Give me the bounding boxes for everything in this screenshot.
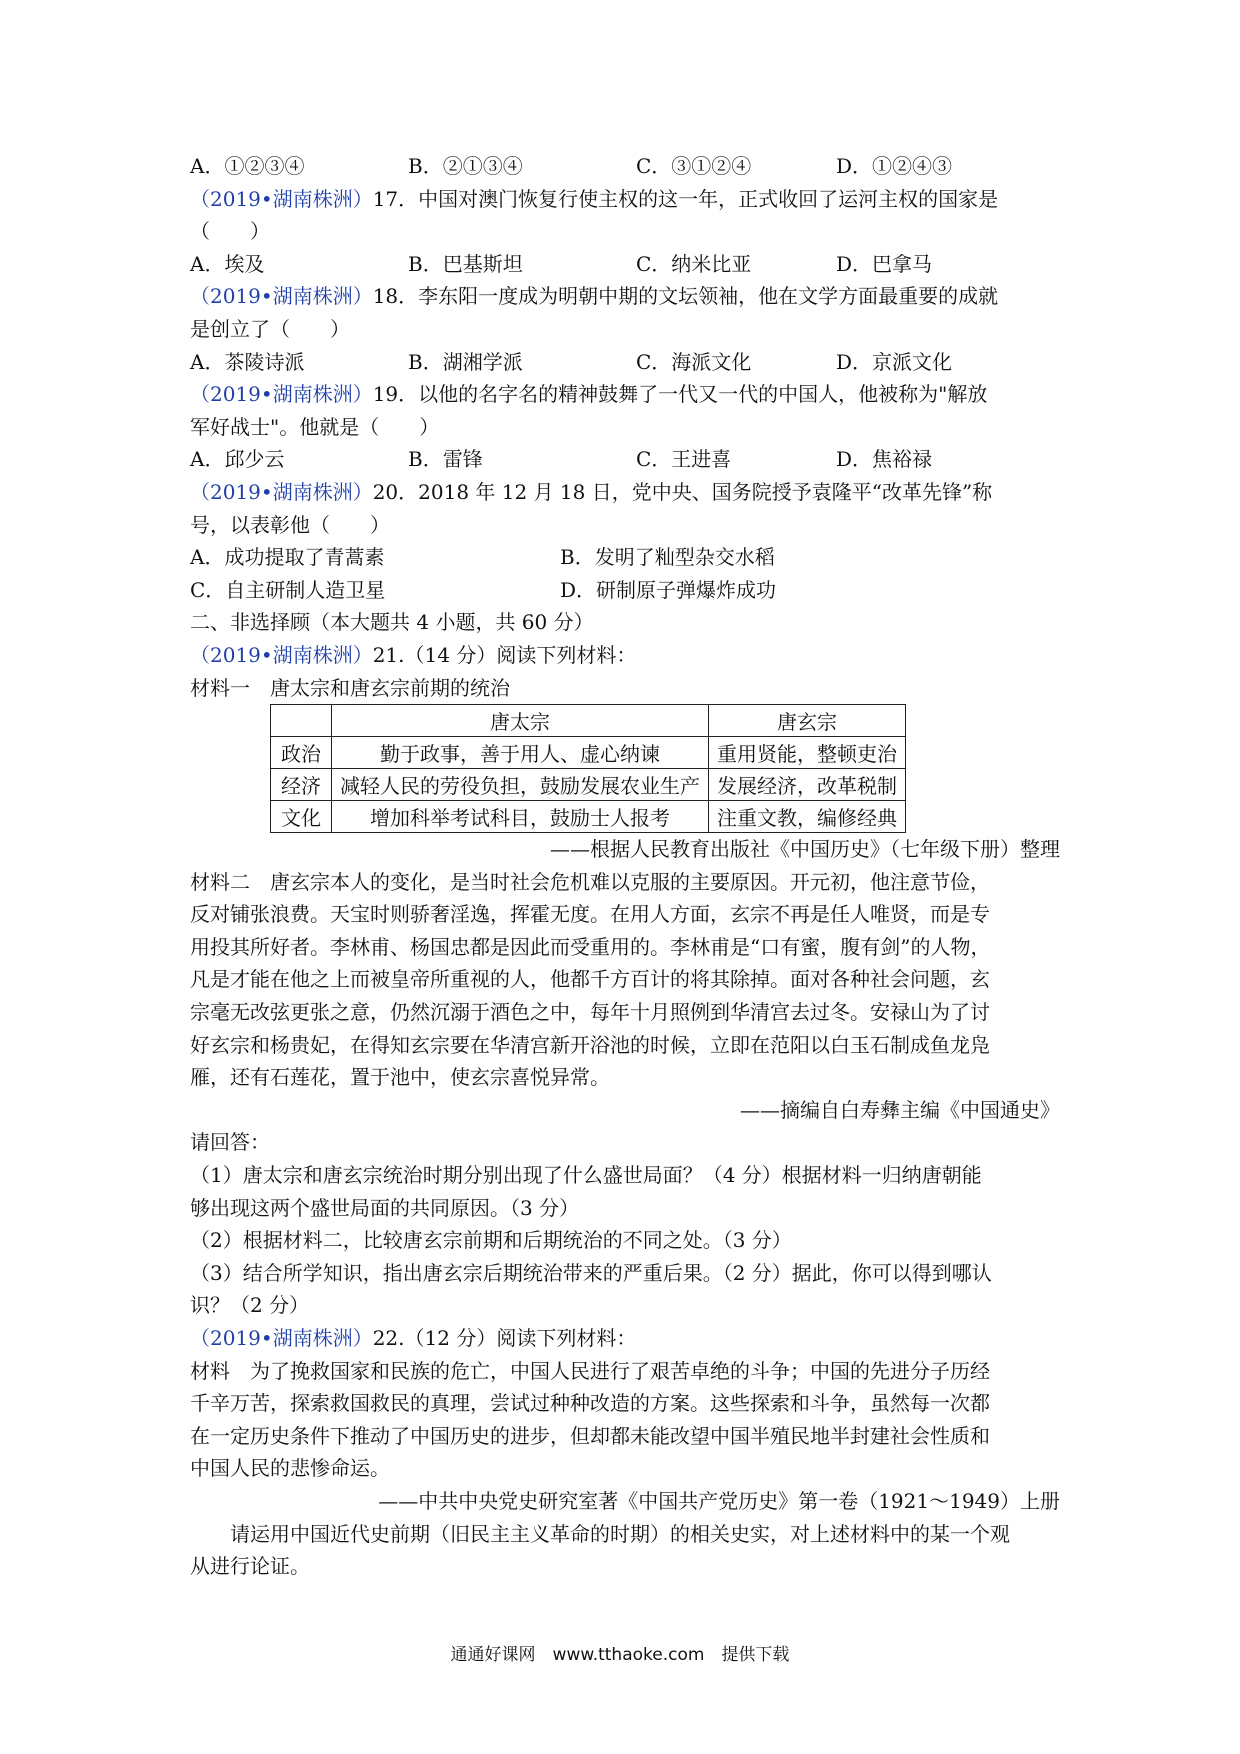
comparison-table: [270, 704, 906, 833]
question-source: （2019•湖南株洲）: [190, 642, 373, 667]
material1-title: 材料一 唐太宗和唐玄宗前期的统治: [190, 675, 510, 700]
page-footer: 通通好课网 www.tthaoke.com 提供下载: [450, 1645, 790, 1665]
q21-stem: （2019•湖南株洲）21.（14 分）阅读下列材料：: [190, 642, 637, 667]
table-header: [271, 705, 332, 737]
q19-stem: （2019•湖南株洲）19．以他的名字名的精神鼓舞了一代又一代的中国人，他被称为"解放: [190, 382, 988, 407]
option-d: D．巴拿马: [836, 251, 933, 276]
table-cell: 减轻人民的劳役负担，鼓励发展农业生产: [332, 769, 709, 801]
option-a: A．埃及: [190, 251, 265, 276]
material2-line: 雁，还有石莲花，置于池中，使玄宗喜悦异常。: [190, 1065, 610, 1090]
table-cell: 政治: [271, 737, 332, 769]
q22-task-cont: 从进行论证。: [190, 1554, 310, 1579]
page-content: [190, 150, 1060, 1583]
q20-stem: （2019•湖南株洲）20．2018 年 12 月 18 日，党中央、国务院授予袁隆平“改革先锋”称: [190, 479, 993, 504]
q18-stem: （2019•湖南株洲）18．李东阳一度成为明朝中期的文坛领袖，他在文学方面最重要的成就: [190, 284, 999, 309]
table-header-row: [271, 705, 906, 737]
question-source: （2019•湖南株洲）: [190, 1326, 373, 1350]
option-a: A．成功提取了青蒿素: [190, 545, 385, 570]
table-row: [271, 801, 906, 833]
table-cell: 发展经济，改革税制: [709, 769, 906, 801]
q22-task: 请运用中国近代史前期（旧民主主义革命的时期）的相关史实，对上述材料中的某一个观: [230, 1521, 1010, 1546]
material1-credit: ——根据人民教育出版社《中国历史》（七年级下册）整理: [550, 837, 1060, 862]
question-source: （2019•湖南株洲）: [190, 284, 373, 309]
q20-options-row2: [190, 574, 1060, 607]
material2-line: 反对铺张浪费。天宝时则骄奢淫逸，挥霍无度。在用人方面，玄宗不再是任人唯贤，而是专: [190, 902, 990, 927]
sub-question: （1）唐太宗和唐玄宗统治时期分别出现了什么盛世局面？（4 分）根据材料一归纳唐朝能: [190, 1163, 982, 1188]
table-cell: 经济: [271, 769, 332, 801]
option-d: D．①②④③: [836, 154, 953, 178]
option-a: A．邱少云: [190, 447, 285, 472]
table-row: [271, 769, 906, 801]
material2-line: 材料二 唐玄宗本人的变化，是当时社会危机难以克服的主要原因。开元初，他注意节俭，: [190, 869, 990, 894]
option-c: C．纳米比亚: [636, 251, 752, 276]
material2-credit: ——摘编自白寿彝主编《中国通史》: [740, 1097, 1060, 1122]
table-cell: 文化: [271, 801, 332, 833]
option-b: B．发明了籼型杂交水稻: [560, 545, 775, 570]
question-source: （2019•湖南株洲）: [190, 479, 373, 504]
q18-options: [190, 346, 1060, 379]
q17-stem-cont: （ ）: [190, 219, 270, 244]
table-header: 唐太宗: [332, 705, 709, 737]
answer-prompt: 请回答：: [190, 1130, 270, 1155]
option-b: B．巴基斯坦: [408, 251, 523, 276]
material2-line: 宗毫无改弦更张之意，仍然沉溺于酒色之中，每年十月照例到华清宫去过冬。安禄山为了讨: [190, 1000, 990, 1025]
question-source: （2019•湖南株洲）: [190, 186, 373, 211]
q22-material-line: 材料 为了挽救国家和民族的危亡，中国人民进行了艰苦卓绝的斗争；中国的先进分子历经: [190, 1358, 990, 1383]
q19-options: [190, 443, 1060, 476]
section-title: 二、非选择顾（本大题共 4 小题，共 60 分）: [190, 610, 594, 635]
option-b: B．雷锋: [408, 447, 483, 472]
option-c: C．自主研制人造卫星: [190, 577, 386, 602]
table-row: [271, 737, 906, 769]
option-d: D．焦裕禄: [836, 447, 933, 472]
q17-stem: （2019•湖南株洲）17．中国对澳门恢复行使主权的这一年，正式收回了运河主权的国家是: [190, 186, 999, 211]
sub-question: （3）结合所学知识，指出唐玄宗后期统治带来的严重后果。（2 分）据此，你可以得到哪认: [190, 1260, 992, 1285]
option-a: A．①②③④: [190, 154, 305, 178]
material2-line: 凡是才能在他之上而被皇帝所重视的人，他都千方百计的将其除掉。面对各种社会问题，玄: [190, 967, 990, 992]
q22-credit: ——中共中央党史研究室著《中国共产党历史》第一卷（1921～1949）上册: [378, 1488, 1060, 1513]
option-b: B．湖湘学派: [408, 349, 523, 374]
q19-stem-cont: 军好战士"。他就是（ ）: [190, 414, 440, 439]
q17-options: [190, 248, 1060, 281]
table-cell: 勤于政事，善于用人、虚心纳谏: [332, 737, 709, 769]
table-cell: 重用贤能，整顿吏治: [709, 737, 906, 769]
q22-stem: （2019•湖南株洲）22.（12 分）阅读下列材料：: [190, 1326, 637, 1350]
sub-question: 够出现这两个盛世局面的共同原因。（3 分）: [190, 1195, 580, 1220]
q22-material-line: 中国人民的悲惨命运。: [190, 1456, 390, 1481]
option-c: C．王进喜: [636, 447, 732, 472]
q16-options: [190, 150, 1060, 183]
q20-stem-cont: 号，以表彰他（ ）: [190, 512, 390, 537]
option-d: D．研制原子弹爆炸成功: [560, 577, 777, 602]
question-source: （2019•湖南株洲）: [190, 382, 373, 407]
table-cell: 增加科举考试科目，鼓励士人报考: [332, 801, 709, 833]
table-header: 唐玄宗: [709, 705, 906, 737]
option-d: D．京派文化: [836, 349, 953, 374]
option-c: C．③①②④: [636, 154, 752, 178]
q22-material-line: 千辛万苦，探索救国救民的真理，尝试过种种改造的方案。这些探索和斗争，虽然每一次都: [190, 1391, 990, 1416]
option-c: C．海派文化: [636, 349, 752, 374]
q18-stem-cont: 是创立了（ ）: [190, 316, 350, 341]
option-b: B．②①③④: [408, 154, 523, 178]
sub-question: （2）根据材料二，比较唐玄宗前期和后期统治的不同之处。（3 分）: [190, 1228, 792, 1253]
material2-line: 好玄宗和杨贵妃，在得知玄宗要在华清宫新开浴池的时候，立即在范阳以白玉石制成鱼龙凫: [190, 1032, 990, 1057]
sub-question: 识？（2 分）: [190, 1293, 310, 1318]
option-a: A．茶陵诗派: [190, 349, 305, 374]
q22-material-line: 在一定历史条件下推动了中国历史的进步，但却都未能改望中国半殖民地半封建社会性质和: [190, 1423, 990, 1448]
material2-line: 用投其所好者。李林甫、杨国忠都是因此而受重用的。李林甫是“口有蜜，腹有剑”的人物，: [190, 934, 991, 959]
q20-options-row1: [190, 541, 1060, 574]
table-cell: 注重文教，编修经典: [709, 801, 906, 833]
